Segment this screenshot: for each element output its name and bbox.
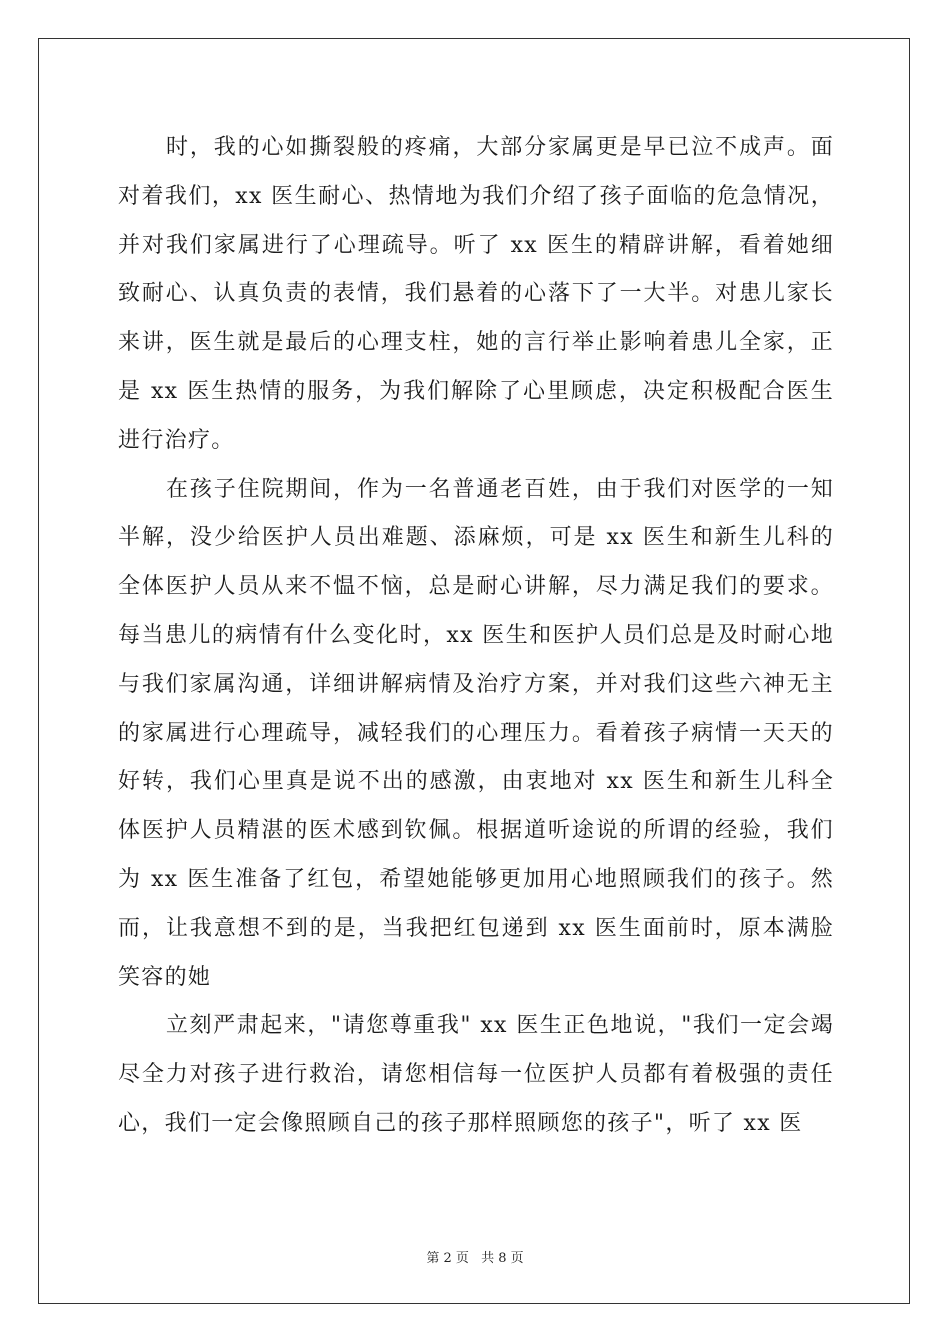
page-footer [0,1247,950,1266]
page-total: 共 8 页 [481,1251,524,1266]
paragraph-2: 在孩子住院期间，作为一名普通老百姓，由于我们对医学的一知半解，没少给医护人员出难题、添麻烦，可是 xx 医生和新生儿科的全体医护人员从来不愠不恼，总是耐心讲解，尽力满足我们的要求。每当患儿的病情有什么变化时，xx 医生和医护人员们总是及时耐心地与我们家属沟通，详细讲解病情及治疗方案，并对我们这些六神无主的家属进行心理疏导，减轻我们的心理压力。看着孩子病情一天天的好转，我们心里真是说不出的感激，由衷地对 xx 医生和新生儿科全体医护人员精湛的医术感到钦佩。根据道听途说的所谓的经验，我们为 xx 医生准备了红包，希望她能够更加用心地照顾我们的孩子。然而，让我意想不到的是，当我把红包递到 xx 医生面前时，原本满脸笑容的她 [118,476,834,990]
paragraph-3: 立刻严肃起来，"请您尊重我" xx 医生正色地说，"我们一定会竭尽全力对孩子进行救治，请您相信每一位医护人员都有着极强的责任心，我们一定会像照顾自己的孩子那样照顾您的孩子"，听了 xx 医 [118,1013,834,1136]
page-number: 第 2 页 [426,1251,469,1266]
paragraph-1: 时，我的心如撕裂般的疼痛，大部分家属更是早已泣不成声。面对着我们，xx 医生耐心、热情地为我们介绍了孩子面临的危急情况，并对我们家属进行了心理疏导。听了 xx 医生的精辟讲解，看着她细致耐心、认真负责的表情，我们悬着的心落下了一大半。对患儿家长来讲，医生就是最后的心理支柱，她的言行举止影响着患儿全家，正是 xx 医生热情的服务，为我们解除了心里顾虑，决定积极配合医生进行治疗。 [118,135,834,453]
document-body [118,124,834,1149]
